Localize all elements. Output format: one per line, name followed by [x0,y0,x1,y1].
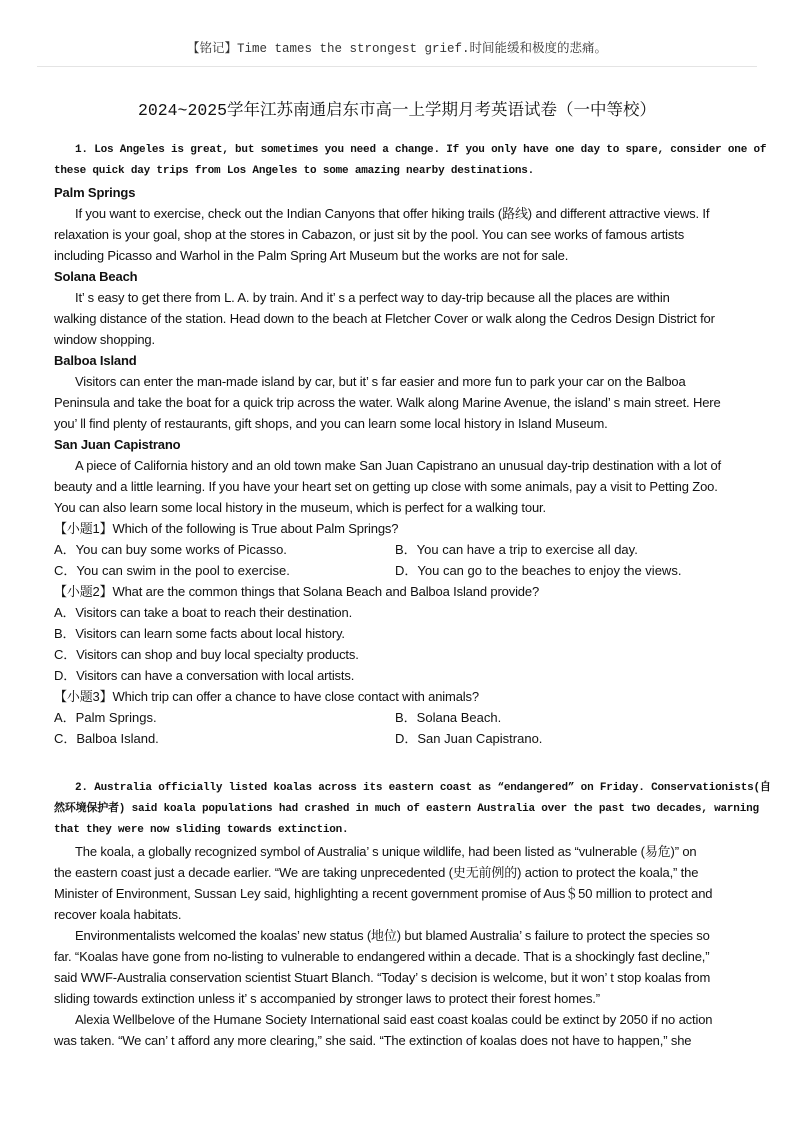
paragraph-line: Minister of Environment, Sussan Ley said, highlighting a recent government promise of Aus＄50 million to protect and [54,886,713,901]
paragraph-line: It’ s easy to get there from L. A. by train. And it’ s a perfect way to day-trip because all the places are within [75,290,670,305]
passage1-intro-line: these quick day trips from Los Angeles to some amazing nearby destinations. [54,165,535,177]
question-3-stem: 【小题3】Which trip can offer a chance to have close contact with animals? [54,689,479,704]
spacer [54,770,744,778]
question-1-option-c: C．You can swim in the pool to exercise. [54,563,290,578]
passage1-intro-line: 1. Los Angeles is great, but sometimes you need a change. If you only have one day to spare, consider one of [75,144,767,156]
passage2-intro-line: that they were now sliding towards extinction. [54,824,349,836]
paragraph-line: including Picasso and Warhol in the Palm Spring Art Museum but the works are not for sale. [54,248,569,263]
section-heading-palm-springs: Palm Springs [54,185,136,200]
paragraph-line: was taken. “We can’ t afford any more clearing,” she said. “The extinction of koalas does not have to happen,” she [54,1033,692,1048]
question-2-option-a: A．Visitors can take a boat to reach their destination. [54,605,353,620]
paragraph-line: If you want to exercise, check out the Indian Canyons that offer hiking trails (路线) and different attractive views. If [75,206,710,221]
paragraph-line: Environmentalists welcomed the koalas’ new status (地位) but blamed Australia’ s failure to protect the species so [75,928,710,943]
section-heading-solana-beach: Solana Beach [54,269,138,284]
question-3-option-c: C．Balboa Island. [54,731,159,746]
question-1-stem: 【小题1】Which of the following is True about Palm Springs? [54,521,399,536]
question-1-options-row [54,539,744,560]
question-2-option-d: D．Visitors can have a conversation with local artists. [54,668,355,683]
paragraph-line: A piece of California history and an old town make San Juan Capistrano an unusual day-trip destination with a lot of [75,458,721,473]
question-2-stem: 【小题2】What are the common things that Solana Beach and Balboa Island provide? [54,584,540,599]
question-3-options-row [54,707,744,728]
document-body [54,140,771,1051]
question-1-option-b: B．You can have a trip to exercise all day. [395,542,638,557]
paragraph-line: said WWF-Australia conservation scientist Stuart Blanch. “Today’ s decision is welcome, but it won’ t stop koalas from [54,970,711,985]
paragraph-line: the eastern coast just a decade earlier. “We are taking unprecedented (史无前例的) action to protect the koala,” the [54,865,699,880]
passage2-intro-line: 2. Australia officially listed koalas across its eastern coast as “endangered” on Friday. Conservationists(自 [75,782,771,794]
paragraph-line: beauty and a little learning. If you have your heart set on getting up close with some animals, pay a visit to Petting Zoo. [54,479,718,494]
question-3-option-b: B．Solana Beach. [395,710,502,725]
paragraph-line: sliding towards extinction unless it’ s accompanied by stronger laws to protect their forest homes.” [54,991,600,1006]
paragraph-line: Visitors can enter the man-made island by car, but it’ s far easier and more fun to park your car on the Balboa [75,374,686,389]
question-3-options-row [54,728,744,749]
question-1-options-row [54,560,744,581]
paragraph-line: window shopping. [54,332,155,347]
spacer [54,749,744,770]
question-2-option-b: B．Visitors can learn some facts about local history. [54,626,345,641]
paragraph-line: Alexia Wellbelove of the Humane Society International said east coast koalas could be extinct by 2050 if no action [75,1012,713,1027]
passage2-intro-line: 然环境保护者) said koala populations had crashed in much of eastern Australia over the past two decades, warning [54,803,759,815]
page-title: 2024~2025学年江苏南通启东市高一上学期月考英语试卷（一中等校） [137,101,657,120]
header-divider [37,66,757,67]
paragraph-line: far. “Koalas have gone from no-listing to vulnerable to endangered within a decade. That is a shockingly fast decline,” [54,949,710,964]
paragraph-line: Peninsula and take the boat for a quick trip across the water. Walk along Marine Avenue, the island’ s main street. Here [54,395,721,410]
paragraph-line: You can also learn some local history in the museum, which is perfect for a walking tour. [54,500,546,515]
paragraph-line: relaxation is your goal, shop at the stores in Cabazon, or just sit by the pool. You can see works of famous artists [54,227,685,242]
question-1-option-a: A．You can buy some works of Picasso. [54,542,287,557]
header-motto: 【铭记】Time tames the strongest grief.时间能缓和极度的悲痛。 [186,42,608,56]
question-1-option-d: D．You can go to the beaches to enjoy the views. [395,563,682,578]
paragraph-line: you’ ll find plenty of restaurants, gift shops, and you can learn some local history in Island Museum. [54,416,608,431]
question-2-option-c: C．Visitors can shop and buy local specialty products. [54,647,359,662]
question-3-option-d: D．San Juan Capistrano. [395,731,543,746]
paragraph-line: walking distance of the station. Head down to the beach at Fletcher Cover or walk along the Cedros Design District for [54,311,715,326]
section-heading-balboa-island: Balboa Island [54,353,137,368]
question-3-option-a: A．Palm Springs. [54,710,157,725]
paragraph-line: The koala, a globally recognized symbol of Australia’ s unique wildlife, had been listed as “vulnerable (易危)” on [75,844,697,859]
paragraph-line: recover koala habitats. [54,907,182,922]
section-heading-san-juan-capistrano: San Juan Capistrano [54,437,181,452]
